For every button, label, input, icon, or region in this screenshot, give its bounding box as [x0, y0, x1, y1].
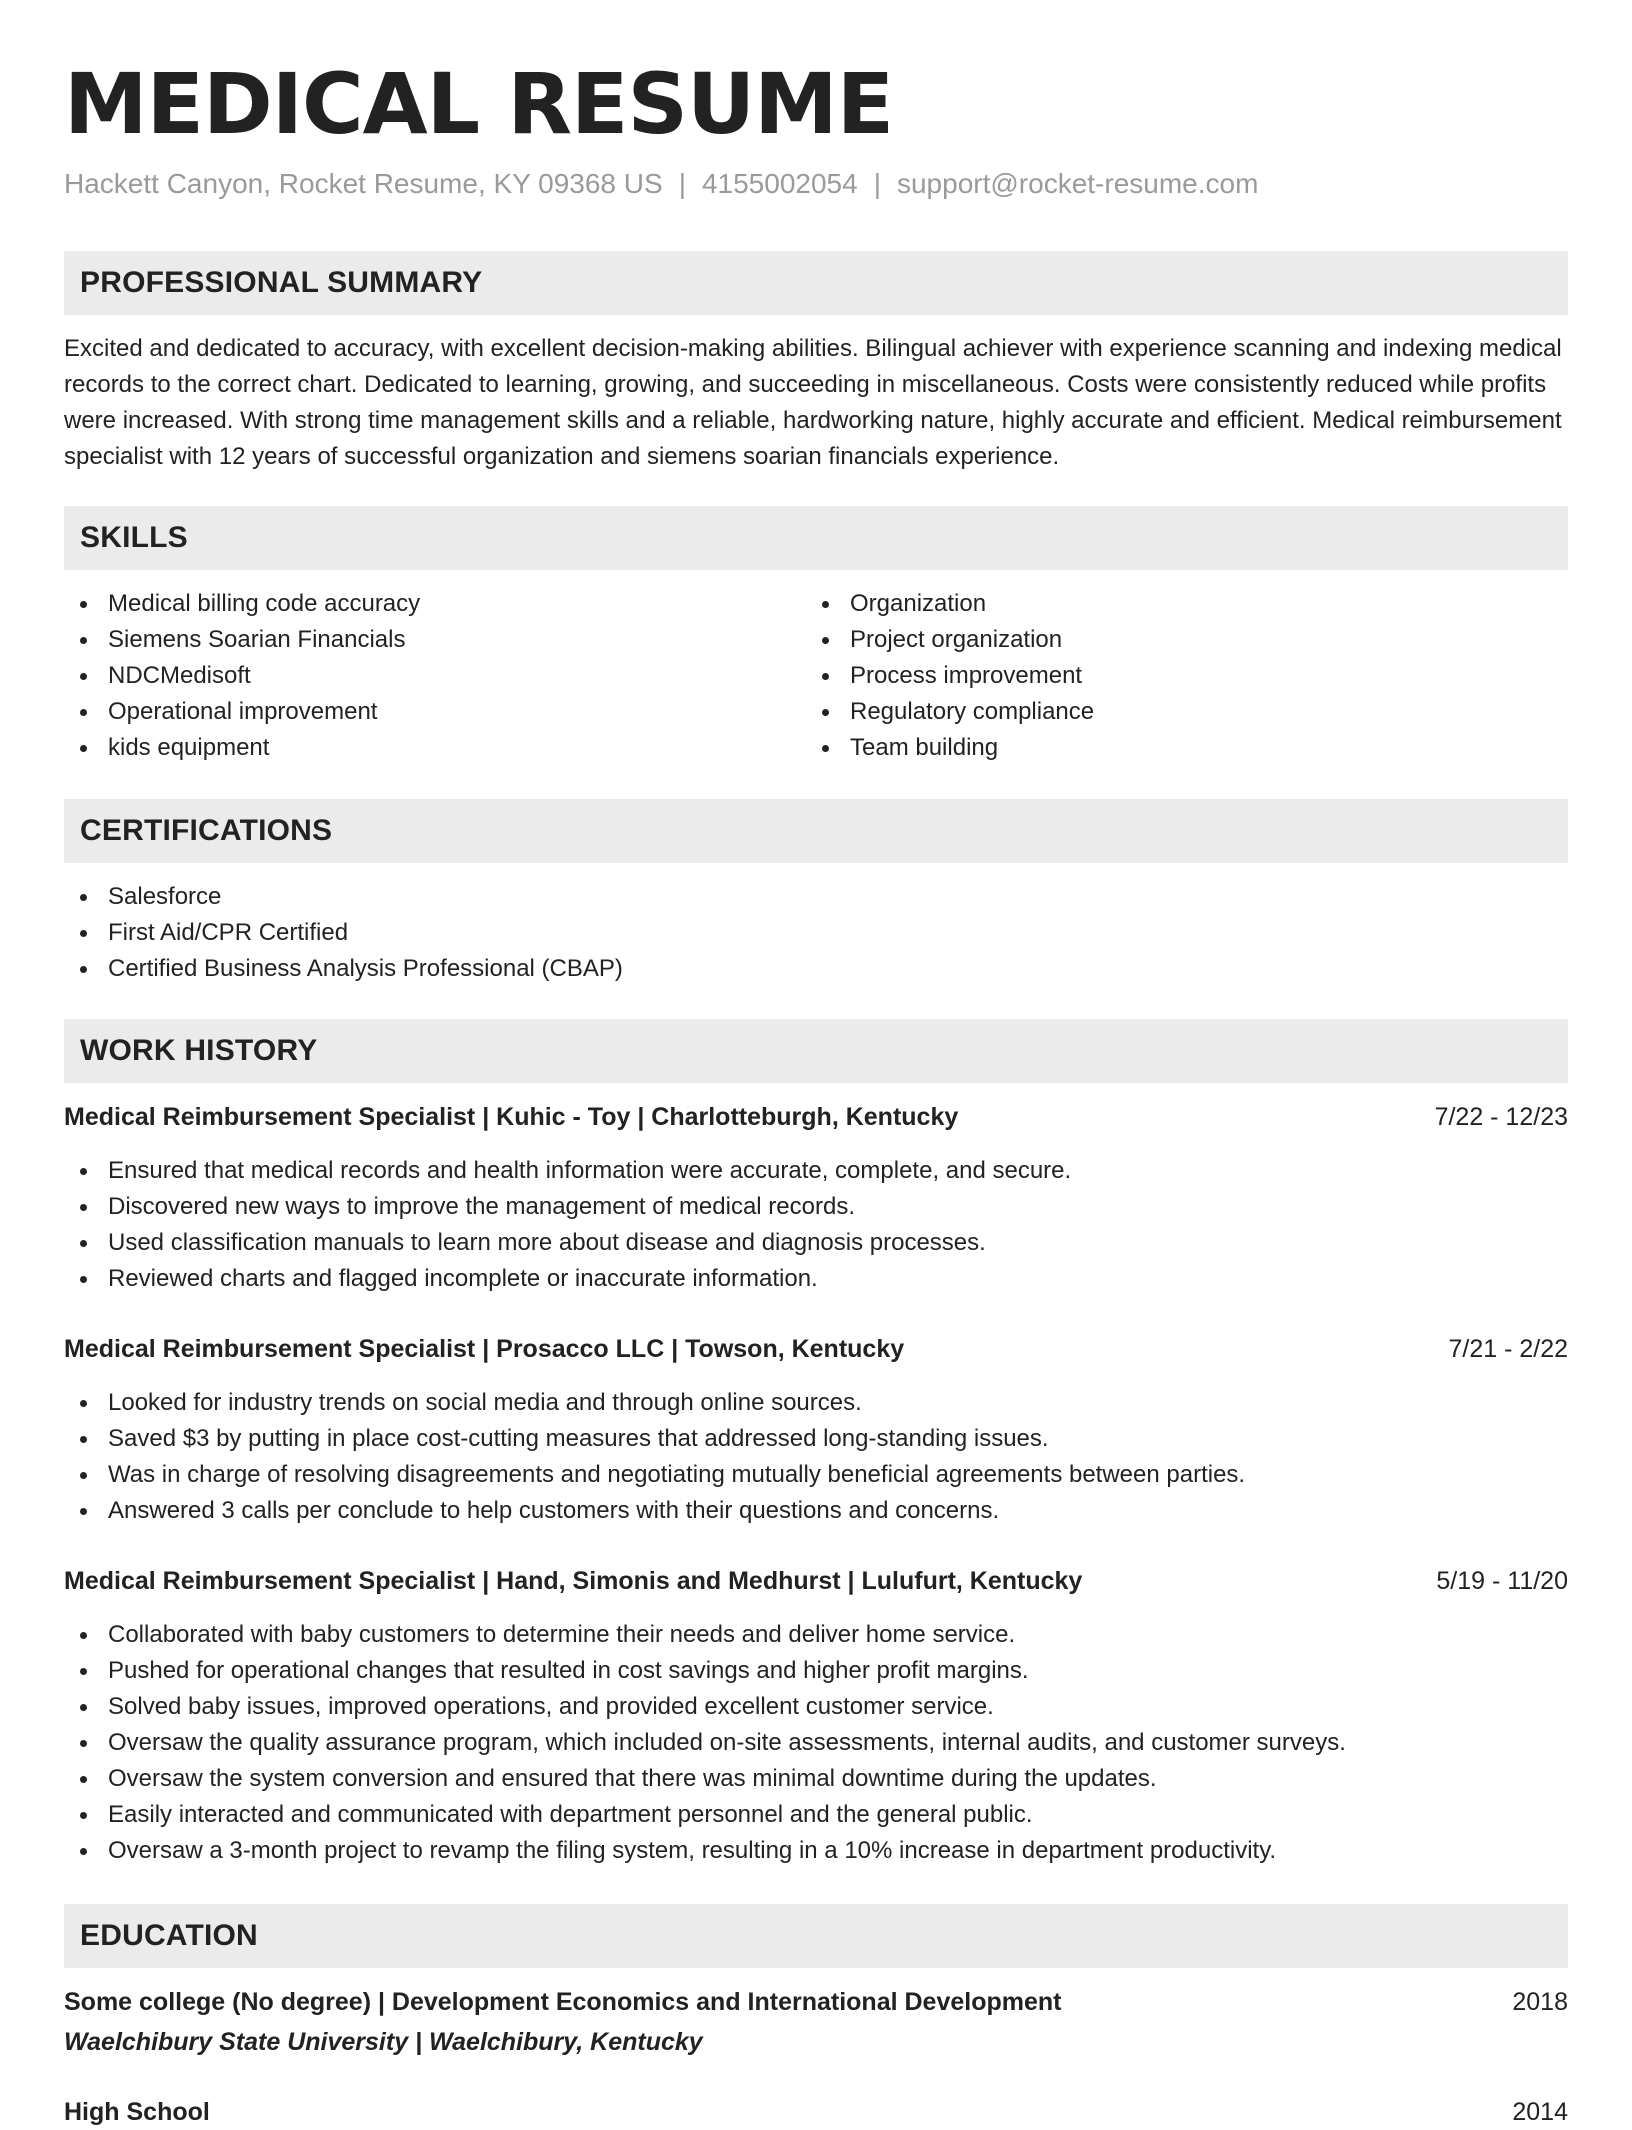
job-dates: 7/22 - 12/23	[1434, 1103, 1568, 1131]
contact-email: support@rocket-resume.com	[896, 168, 1259, 199]
job-bullet: Oversaw the quality assurance program, which included on-site assessments, internal audits, and customer surveys.	[64, 1725, 1568, 1761]
job-header	[64, 1563, 1568, 1599]
job-dates: 5/19 - 11/20	[1436, 1567, 1568, 1595]
education-section	[64, 1904, 1568, 2130]
job-bullet: Easily interacted and communicated with department personnel and the general public.	[64, 1797, 1568, 1833]
contact-address: Hackett Canyon, Rocket Resume, KY 09368 US	[64, 168, 663, 199]
job-bullet: Reviewed charts and flagged incomplete or inaccurate information.	[64, 1261, 1568, 1297]
skill-item: Regulatory compliance	[806, 694, 1548, 730]
education-entry	[64, 1984, 1568, 2060]
skills-section	[64, 506, 1568, 766]
skill-item: NDCMedisoft	[64, 658, 806, 694]
certification-item: First Aid/CPR Certified	[64, 915, 1568, 951]
skill-item: Process improvement	[806, 658, 1548, 694]
work-history-section	[64, 1019, 1568, 1869]
job-bullets	[64, 1153, 1568, 1297]
skills-heading: SKILLS	[64, 506, 1568, 570]
skills-list-left	[64, 586, 806, 766]
contact-line	[64, 164, 1258, 204]
skill-item: Medical billing code accuracy	[64, 586, 806, 622]
job-bullet: Oversaw the system conversion and ensured that there was minimal downtime during the updates.	[64, 1761, 1568, 1797]
job-bullet: Saved $3 by putting in place cost-cutting measures that addressed long-standing issues.	[64, 1421, 1568, 1457]
job-bullet: Solved baby issues, improved operations, and provided excellent customer service.	[64, 1689, 1568, 1725]
skill-item: kids equipment	[64, 730, 806, 766]
certifications-section	[64, 799, 1568, 987]
job-bullet: Used classification manuals to learn more about disease and diagnosis processes.	[64, 1225, 1568, 1261]
job-bullets	[64, 1617, 1568, 1869]
job-header	[64, 1331, 1568, 1367]
certifications-heading: CERTIFICATIONS	[64, 799, 1568, 863]
education-degree: High School	[64, 2098, 210, 2126]
summary-text: Excited and dedicated to accuracy, with excellent decision-making abilities. Bilingual achiever with experience scanning and indexing medical records to the correct chart. Dedicated to learning, growing, and succeeding in miscellaneous. Costs were consistently reduced while profits were increased. With strong time management skills and a reliable, hardworking nature, highly accurate and efficient. Medical reimbursement specialist with 12 years of successful organization and siemens soarian financials experience.	[64, 335, 1562, 470]
certification-item: Salesforce	[64, 879, 1568, 915]
job-title: Medical Reimbursement Specialist | Hand, Simonis and Medhurst | Lulufurt, Kentucky	[64, 1567, 1083, 1595]
resume-name: MEDICAL RESUME	[64, 55, 894, 153]
summary-section	[64, 251, 1568, 475]
skill-item: Organization	[806, 586, 1548, 622]
job-bullet: Was in charge of resolving disagreements and negotiating mutually beneficial agreements between parties.	[64, 1457, 1568, 1493]
job-bullet: Pushed for operational changes that resulted in cost savings and higher profit margins.	[64, 1653, 1568, 1689]
skill-item: Project organization	[806, 622, 1548, 658]
job-title: Medical Reimbursement Specialist | Prosacco LLC | Towson, Kentucky	[64, 1335, 905, 1363]
skill-item: Operational improvement	[64, 694, 806, 730]
job-bullet: Answered 3 calls per conclude to help customers with their questions and concerns.	[64, 1493, 1568, 1529]
summary-heading: PROFESSIONAL SUMMARY	[64, 251, 1568, 315]
education-header	[64, 1984, 1568, 2020]
education-year: 2018	[1512, 1988, 1568, 2016]
education-degree: Some college (No degree) | Development Economics and International Development	[64, 1988, 1062, 2016]
job-bullet: Discovered new ways to improve the management of medical records.	[64, 1189, 1568, 1225]
job-bullet: Ensured that medical records and health information were accurate, complete, and secure.	[64, 1153, 1568, 1189]
certification-item: Certified Business Analysis Professional (CBAP)	[64, 951, 1568, 987]
job-header	[64, 1099, 1568, 1135]
job-bullet: Collaborated with baby customers to determine their needs and deliver home service.	[64, 1617, 1568, 1653]
job-bullet: Looked for industry trends on social media and through online sources.	[64, 1385, 1568, 1421]
contact-phone: 4155002054	[701, 168, 858, 199]
education-header	[64, 2094, 1568, 2130]
job-dates: 7/21 - 2/22	[1448, 1335, 1568, 1363]
job-title: Medical Reimbursement Specialist | Kuhic - Toy | Charlotteburgh, Kentucky	[64, 1103, 959, 1131]
job-entry	[64, 1563, 1568, 1869]
job-bullets	[64, 1385, 1568, 1529]
education-entry	[64, 2094, 1568, 2130]
certifications-list	[64, 879, 1568, 987]
skill-item: Siemens Soarian Financials	[64, 622, 806, 658]
education-school: Waelchibury State University | Waelchibury, Kentucky	[64, 2028, 703, 2056]
skills-grid	[64, 586, 1568, 766]
job-entry	[64, 1099, 1568, 1297]
education-heading: EDUCATION	[64, 1904, 1568, 1968]
job-bullet: Oversaw a 3-month project to revamp the filing system, resulting in a 10% increase in department productivity.	[64, 1833, 1568, 1869]
education-year: 2014	[1512, 2098, 1568, 2126]
job-entry	[64, 1331, 1568, 1529]
skills-list-right	[806, 586, 1548, 766]
work-history-heading: WORK HISTORY	[64, 1019, 1568, 1083]
skill-item: Team building	[806, 730, 1548, 766]
contact-separator: |	[678, 168, 686, 199]
contact-separator: |	[873, 168, 881, 199]
